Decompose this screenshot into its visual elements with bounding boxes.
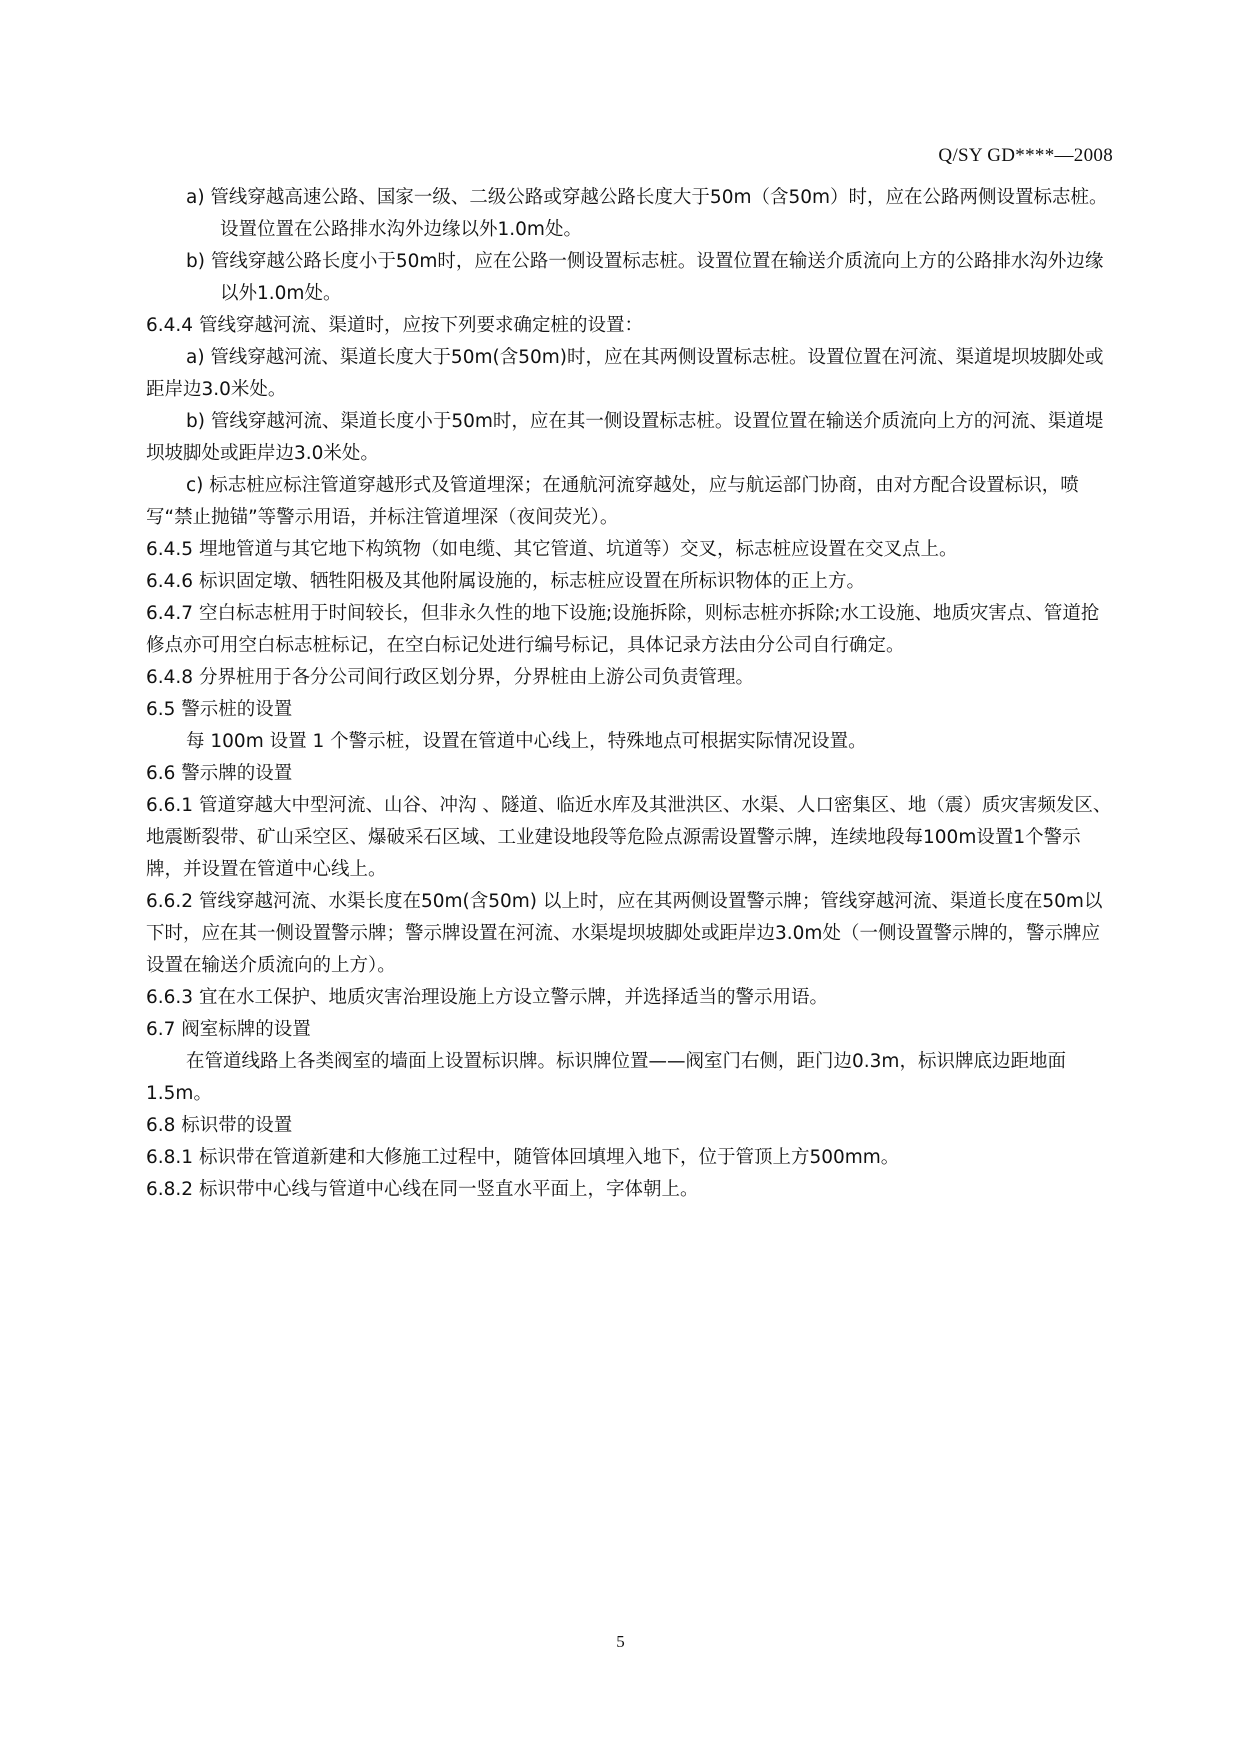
page-number: 5 — [616, 1632, 625, 1651]
item-b-river: b) 管线穿越河流、渠道长度小于50m时，应在其一侧设置标志桩。设置位置在输送介质流向上方的河流、渠道堤坝坡脚处或距岸边3.0米处。 — [146, 411, 1104, 464]
section-heading-6-5: 6.5 警示桩的设置 — [146, 699, 293, 720]
clause-6-6-2: 6.6.2 管线穿越河流、水渠长度在50m(含50m) 以上时，应在其两侧设置警示牌；管线穿越河流、渠道长度在50m以下时，应在其一侧设置警示牌；警示牌设置在河流、水渠堤坝坡脚处或距岸边3.0m处（一侧设置警示牌的，警示牌应设置在输送介质流向的上方）。 — [146, 891, 1103, 976]
clause-6-8-1: 6.8.1 标识带在管道新建和大修施工过程中，随管体回填埋入地下，位于管顶上方500mm。 — [146, 1147, 900, 1168]
section-6-5-body: 每 100m 设置 1 个警示桩，设置在管道中心线上，特殊地点可根据实际情况设置。 — [186, 731, 867, 752]
section-heading-6-6: 6.6 警示牌的设置 — [146, 763, 293, 784]
clause-6-4-4: 6.4.4 管线穿越河流、渠道时，应按下列要求确定桩的设置： — [146, 315, 643, 336]
clause-6-4-7: 6.4.7 空白标志桩用于时间较长，但非永久性的地下设施;设施拆除，则标志桩亦拆除;水工设施、地质灾害点、管道抢修点亦可用空白标志桩标记，在空白标记处进行编号标记，具体记录方法由分公司自行确定。 — [146, 603, 1100, 656]
section-heading-6-8: 6.8 标识带的设置 — [146, 1115, 293, 1136]
clause-6-6-3: 6.6.3 宜在水工保护、地质灾害治理设施上方设立警示牌，并选择适当的警示用语。 — [146, 987, 828, 1008]
clause-6-4-5: 6.4.5 埋地管道与其它地下构筑物（如电缆、其它管道、坑道等）交叉，标志桩应设置在交叉点上。 — [146, 539, 958, 560]
clause-6-4-6: 6.4.6 标识固定墩、牺牲阳极及其他附属设施的，标志桩应设置在所标识物体的正上方。 — [146, 571, 865, 592]
clause-6-4-8: 6.4.8 分界桩用于各分公司间行政区划分界，分界桩由上游公司负责管理。 — [146, 667, 754, 688]
clause-6-8-2: 6.8.2 标识带中心线与管道中心线在同一竖直水平面上，字体朝上。 — [146, 1179, 699, 1200]
document-code-header: Q/SY GD****—2008 — [938, 145, 1113, 166]
item-a-river: a) 管线穿越河流、渠道长度大于50m(含50m)时，应在其两侧设置标志桩。设置位置在河流、渠道堤坝坡脚处或距岸边3.0米处。 — [146, 347, 1104, 400]
document-body — [146, 182, 1113, 1206]
section-6-7-body: 在管道线路上各类阀室的墙面上设置标识牌。标识牌位置——阀室门右侧，距门边0.3m，标识牌底边距地面1.5m。 — [146, 1051, 1066, 1104]
item-c-river: c) 标志桩应标注管道穿越形式及管道埋深；在通航河流穿越处，应与航运部门协商，由对方配合设置标识，喷写“禁止抛锚”等警示用语，并标注管道埋深（夜间荧光）。 — [146, 475, 1079, 528]
section-heading-6-7: 6.7 阀室标牌的设置 — [146, 1019, 311, 1040]
item-b-highway: b) 管线穿越公路长度小于50m时，应在公路一侧设置标志桩。设置位置在输送介质流向上方的公路排水沟外边缘以外1.0m处。 — [186, 251, 1104, 304]
clause-6-6-1: 6.6.1 管道穿越大中型河流、山谷、冲沟 、隧道、临近水库及其泄洪区、水渠、人口密集区、地（震）质灾害频发区、地震断裂带、矿山采空区、爆破采石区域、工业建设地段等危险点源需设置警示牌，连续地段每100m设置1个警示牌，并设置在管道中心线上。 — [146, 795, 1112, 880]
item-a-highway: a) 管线穿越高速公路、国家一级、二级公路或穿越公路长度大于50m（含50m）时，应在公路两侧设置标志桩。设置位置在公路排水沟外边缘以外1.0m处。 — [186, 187, 1108, 240]
